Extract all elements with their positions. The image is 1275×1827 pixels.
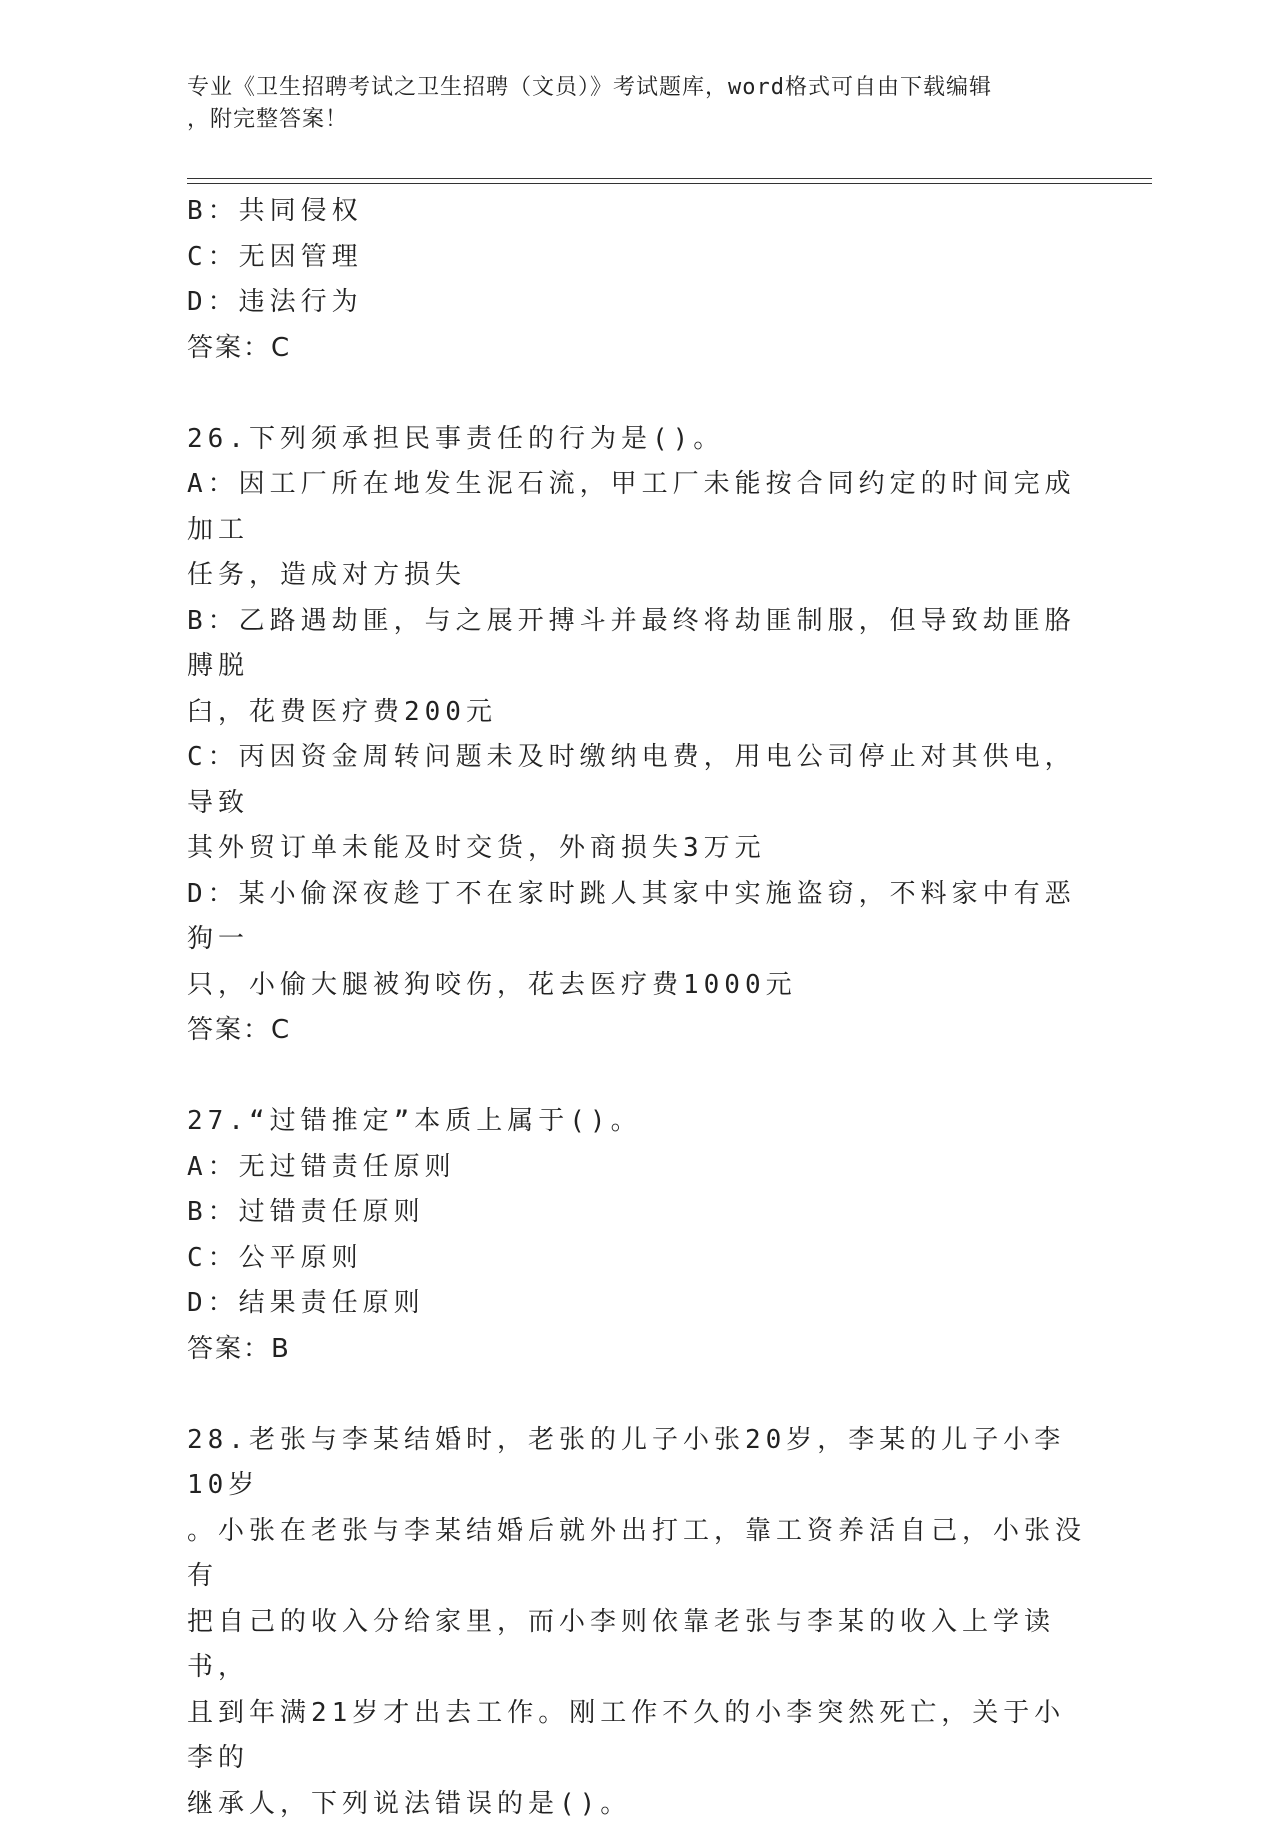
header-divider-bottom — [187, 183, 1152, 184]
q25-option-d: D：违法行为 — [187, 280, 1087, 326]
q25-option-c: C：无因管理 — [187, 235, 1087, 281]
header-line-1: 专业《卫生招聘考试之卫生招聘（文员）》考试题库，word格式可自由下载编辑 — [187, 72, 1067, 104]
q25-option-b: B：共同侵权 — [187, 189, 1087, 235]
spacer — [187, 371, 1087, 417]
header-divider-top — [187, 178, 1152, 179]
q26-option-b-line1: B：乙路遇劫匪，与之展开搏斗并最终将劫匪制服，但导致劫匪胳膊脱 — [187, 599, 1087, 690]
q26-option-c-line1: C：丙因资金周转问题未及时缴纳电费，用电公司停止对其供电，导致 — [187, 735, 1087, 826]
q26-answer: 答案：C — [187, 1008, 1087, 1054]
q26-option-c-line2: 其外贸订单未能及时交货，外商损失3万元 — [187, 826, 1087, 872]
q26-option-a-line2: 任务，造成对方损失 — [187, 553, 1087, 599]
q26-option-b-line2: 臼，花费医疗费200元 — [187, 690, 1087, 736]
q27-option-d: D：结果责任原则 — [187, 1281, 1087, 1327]
question-content — [187, 189, 1087, 1827]
spacer — [187, 1372, 1087, 1418]
q26-option-d-line2: 只，小偷大腿被狗咬伤，花去医疗费1000元 — [187, 963, 1087, 1009]
q28-stem-line3: 把自己的收入分给家里，而小李则依靠老张与李某的收入上学读书， — [187, 1600, 1087, 1691]
q27-option-a: A：无过错责任原则 — [187, 1145, 1087, 1191]
q26-option-a-line1: A：因工厂所在地发生泥石流，甲工厂未能按合同约定的时间完成加工 — [187, 462, 1087, 553]
q27-answer: 答案：B — [187, 1327, 1087, 1373]
q28-stem-line1: 28.老张与李某结婚时，老张的儿子小张20岁，李某的儿子小李10岁 — [187, 1418, 1087, 1509]
q28-stem-line2: 。小张在老张与李某结婚后就外出打工，靠工资养活自己，小张没有 — [187, 1509, 1087, 1600]
q26-stem: 26.下列须承担民事责任的行为是()。 — [187, 417, 1087, 463]
spacer — [187, 1054, 1087, 1100]
q28-stem-line4: 且到年满21岁才出去工作。刚工作不久的小李突然死亡，关于小李的 — [187, 1691, 1087, 1782]
document-header — [187, 72, 1067, 136]
q27-option-c: C：公平原则 — [187, 1236, 1087, 1282]
header-line-2: ，附完整答案！ — [187, 104, 1067, 136]
q27-option-b: B：过错责任原则 — [187, 1190, 1087, 1236]
q27-stem: 27.“过错推定”本质上属于()。 — [187, 1099, 1087, 1145]
q25-answer: 答案：C — [187, 326, 1087, 372]
q28-stem-line5: 继承人，下列说法错误的是()。 — [187, 1782, 1087, 1827]
q26-option-d-line1: D：某小偷深夜趁丁不在家时跳人其家中实施盗窃，不料家中有恶狗一 — [187, 872, 1087, 963]
